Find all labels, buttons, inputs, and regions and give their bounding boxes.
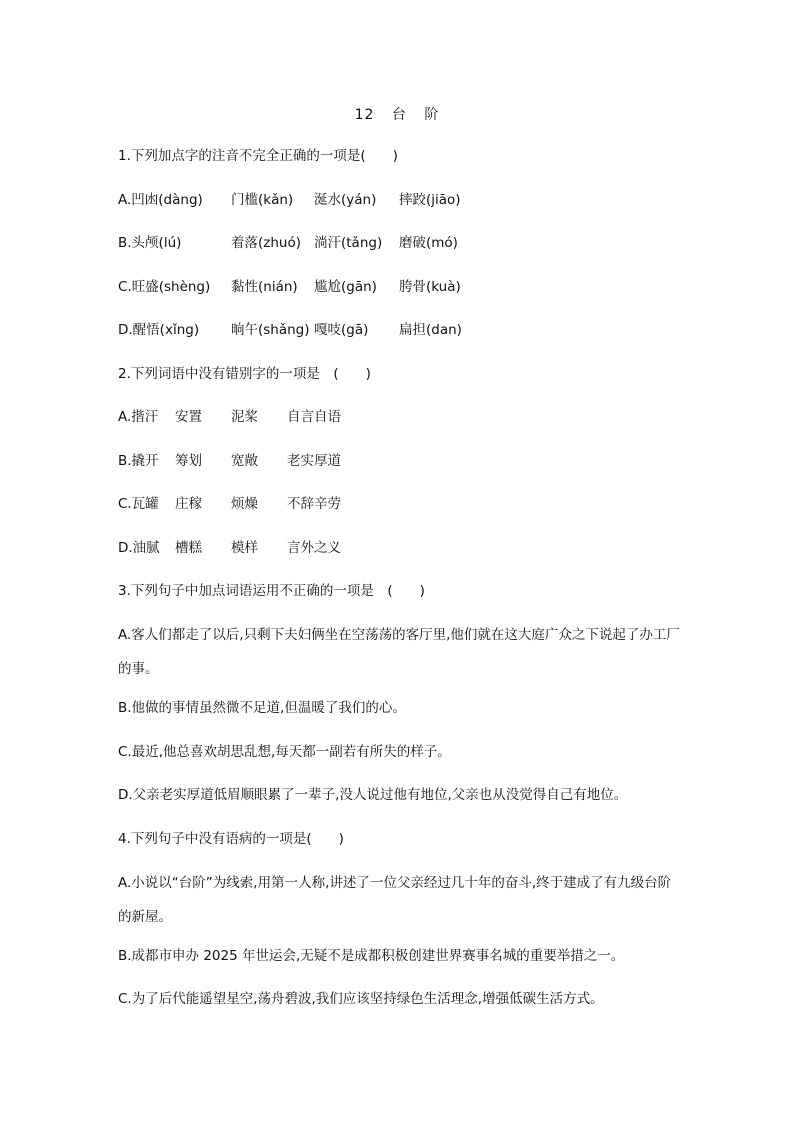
q1-d-item-2: 晌午(shǎng): [231, 322, 310, 338]
q1-a-item-2: 门槛(kǎn): [231, 192, 294, 208]
question-3-stem: 3.下列句子中加点词语运用不正确的一项是 ( ): [118, 583, 425, 599]
q2-a-item-3: 泥桨: [231, 409, 258, 425]
q3-option-c: C.最近,他总喜欢胡思乱想,每天都一副若有所失的样子。: [118, 744, 451, 760]
q2-c-item-1: C.瓦罐: [118, 496, 159, 512]
q1-d-item-3: 嘎吱(gā): [314, 322, 369, 338]
q3-option-b: B.他做的事情虽然微不足道,但温暖了我们的心。: [118, 700, 406, 716]
q2-a-item-4: 自言自语: [287, 409, 341, 425]
q1-a-item-4: 摔跤(jiāo): [399, 192, 461, 208]
question-4-stem: 4.下列句子中没有语病的一项是( ): [118, 831, 344, 847]
q2-d-item-4: 言外之义: [287, 540, 341, 556]
q1-c-item-4: 胯骨(kuà): [399, 279, 461, 295]
q1-c-item-1: C.旺盛(shèng): [118, 279, 211, 295]
q4-option-c: C.为了后代能遥望星空,荡舟碧波,我们应该坚持绿色生活理念,增强低碳生活方式。: [118, 991, 604, 1007]
q1-c-item-2: 黏性(nián): [231, 279, 298, 295]
q4-option-a: A.小说以“台阶”为线索,用第一人称,讲述了一位父亲经过几十年的奋斗,终于建成了有九级台阶的新屋。: [118, 875, 672, 925]
question-1-stem: 1.下列加点字的注音不完全正确的一项是( ): [118, 148, 398, 164]
q1-b-item-2: 着落(zhuó): [231, 235, 301, 251]
q1-b-item-1: B.头颅(lú): [118, 235, 182, 251]
q1-d-item-1: D.醒悟(xǐng): [118, 322, 200, 338]
q1-b-item-3: 淌汗(tǎng): [314, 235, 383, 251]
q2-a-item-2: 安置: [175, 409, 202, 425]
q3-option-d: D.父亲老实厚道低眉顺眼累了一辈子,没人说过他有地位,父亲也从没觉得自己有地位。: [118, 787, 628, 803]
q1-c-item-3: 尴尬(gān): [314, 279, 377, 295]
q2-b-item-4: 老实厚道: [287, 453, 341, 469]
q2-d-item-1: D.油腻: [118, 540, 160, 556]
q4-option-b: B.成都市申办 2025 年世运会,无疑不是成都积极创建世界赛事名城的重要举措之一。: [118, 948, 625, 964]
q1-a-item-1: A.凹凼(dàng): [118, 192, 203, 208]
q2-c-item-4: 不辞辛劳: [287, 496, 341, 512]
q3-option-a: A.客人们都走了以后,只剩下夫妇俩坐在空荡荡的客厅里,他们就在这大庭广众之下说起了办工厂的事。: [118, 627, 680, 677]
lesson-number: 12: [354, 107, 375, 123]
lesson-title-char-1: 台: [391, 107, 407, 123]
q2-b-item-2: 筹划: [175, 453, 202, 469]
q1-b-item-4: 磨破(mó): [399, 235, 458, 251]
q2-b-item-3: 宽敞: [231, 453, 258, 469]
q2-b-item-1: B.撬开: [118, 453, 159, 469]
q1-d-item-4: 扁担(dan): [399, 322, 462, 338]
q2-d-item-3: 模样: [231, 540, 258, 556]
q2-c-item-3: 烦燥: [231, 496, 258, 512]
q2-d-item-2: 槽糕: [175, 540, 202, 556]
lesson-title-char-2: 阶: [424, 107, 440, 123]
q1-a-item-3: 涎水(yán): [314, 192, 377, 208]
q2-a-item-1: A.揩汗: [118, 409, 159, 425]
page-title: [0, 104, 794, 124]
question-2-stem: 2.下列词语中没有错别字的一项是 ( ): [118, 366, 371, 382]
q2-c-item-2: 庄稼: [175, 496, 202, 512]
